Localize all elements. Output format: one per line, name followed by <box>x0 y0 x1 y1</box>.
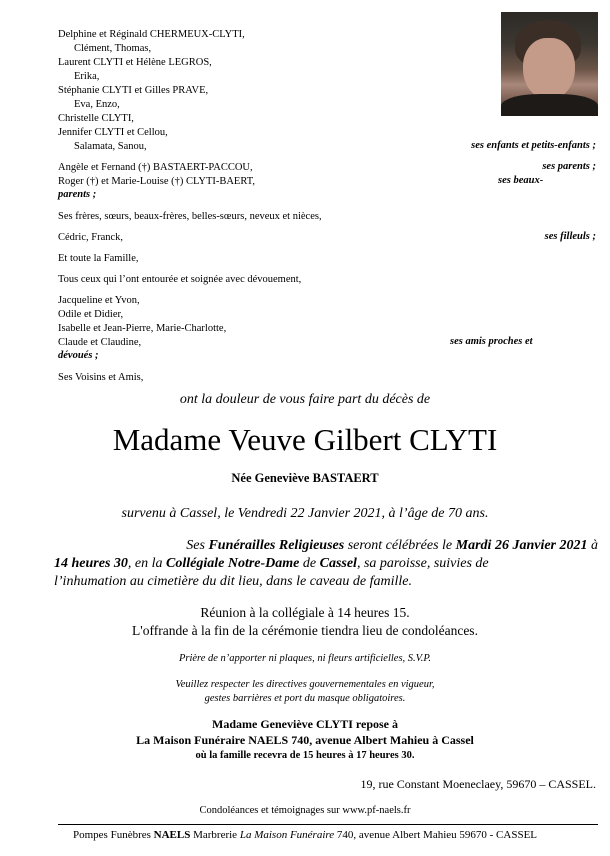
family-line: Jacqueline et Yvon, <box>58 295 140 306</box>
footer-text: 740, avenue Albert Mahieu 59670 - CASSEL <box>334 829 538 841</box>
relation-label: parents ; <box>58 189 97 200</box>
family-line: Salamata, Sanou, <box>74 141 147 152</box>
repose-info: La Maison Funéraire NAELS 740, avenue Albert Mahieu à Cassel <box>136 733 474 747</box>
relation-label: ses enfants et petits-enfants ; <box>471 140 596 151</box>
funeral-church: Collégiale Notre-Dame <box>166 556 300 571</box>
condolences-info: Condoléances et témoignages sur www.pf-naels.fr <box>199 805 411 816</box>
footer-brand: NAELS <box>153 829 191 841</box>
family-line: Isabelle et Jean-Pierre, Marie-Charlotte, <box>58 323 227 334</box>
funeral-line <box>186 538 598 554</box>
family-line: Clément, Thomas, <box>74 43 152 54</box>
reunion-info: Réunion à la collégiale à 14 heures 15. <box>200 605 410 620</box>
announcement: ont la douleur de vous faire part du décès de <box>179 392 431 407</box>
offering-info: L'offrande à la fin de la cérémonie tiendra lieu de condoléances. <box>132 623 478 638</box>
death-notice: survenu à Cassel, le Vendredi 22 Janvier 2021, à l’âge de 70 ans. <box>121 506 489 521</box>
funeral-highlight: Funérailles Religieuses <box>208 538 345 553</box>
relation-label: ses filleuls ; <box>544 231 596 242</box>
family-line: Claude et Claudine, <box>58 337 142 348</box>
family-line: Delphine et Réginald CHERMEUX-CLYTI, <box>58 29 245 40</box>
family-line: Tous ceux qui l’ont entourée et soignée avec dévouement, <box>58 274 302 285</box>
funeral-text: , en la <box>127 556 167 571</box>
family-line: Jennifer CLYTI et Cellou, <box>58 127 168 138</box>
portrait-photo <box>501 12 598 116</box>
repose-info: Madame Geneviève CLYTI repose à <box>212 717 398 731</box>
funeral-town: Cassel <box>319 556 357 571</box>
family-line: Ses frères, sœurs, beaux-frères, belles-sœurs, neveux et nièces, <box>58 211 322 222</box>
funeral-text: à <box>587 538 598 553</box>
relation-label: dévoués ; <box>58 350 99 361</box>
funeral-line: l’inhumation au cimetière du dit lieu, dans le caveau de famille. <box>54 574 412 589</box>
photo-face <box>523 38 575 100</box>
funeral-text: de <box>299 556 320 571</box>
funeral-text: seront célébrées le <box>344 538 456 553</box>
funeral-date: Mardi 26 Janvier 2021 <box>455 538 588 553</box>
funeral-time: 14 heures 30 <box>54 556 128 571</box>
family-line: Roger (†) et Marie-Louise (†) CLYTI-BAERT, <box>58 176 255 187</box>
family-line: Eva, Enzo, <box>74 99 120 110</box>
repose-hours: où la famille recevra de 15 heures à 17 heures 30. <box>195 750 415 761</box>
family-line: Christelle CLYTI, <box>58 113 134 124</box>
family-line: Ses Voisins et Amis, <box>58 372 144 383</box>
family-address: 19, rue Constant Moeneclaey, 59670 – CASSEL. <box>360 777 596 791</box>
relation-label: ses parents ; <box>542 161 596 172</box>
footer-venue: La Maison Funéraire <box>239 829 335 841</box>
family-line: Erika, <box>74 71 100 82</box>
relation-label: ses amis proches et <box>450 336 533 347</box>
covid-directives: gestes barrières et port du masque obligatoires. <box>204 693 406 704</box>
family-line: Stéphanie CLYTI et Gilles PRAVE, <box>58 85 209 96</box>
funeral-line <box>54 556 489 572</box>
covid-directives: Veuillez respecter les directives gouvernementales en vigueur, <box>175 679 435 690</box>
footer-divider <box>58 824 598 825</box>
footer-text: Marbrerie <box>190 829 240 841</box>
family-line: Cédric, Franck, <box>58 232 124 243</box>
funeral-text: , sa paroisse, suivies de <box>356 556 489 571</box>
family-line: Angèle et Fernand (†) BASTAERT-PACCOU, <box>58 162 253 173</box>
relation-label: ses beaux- <box>498 175 544 186</box>
maiden-name: Née Geneviève BASTAERT <box>231 471 379 485</box>
photo-shoulders <box>501 94 598 116</box>
flowers-request: Prière de n’apporter ni plaques, ni fleurs artificielles, S.V.P. <box>178 653 432 664</box>
funeral-text: Ses <box>186 538 209 553</box>
deceased-name: Madame Veuve Gilbert CLYTI <box>112 422 498 457</box>
family-line: Laurent CLYTI et Hélène LEGROS, <box>58 57 212 68</box>
family-line: Et toute la Famille, <box>58 253 139 264</box>
footer <box>0 829 610 841</box>
family-line: Odile et Didier, <box>58 309 124 320</box>
footer-text: Pompes Funèbres <box>72 829 154 841</box>
